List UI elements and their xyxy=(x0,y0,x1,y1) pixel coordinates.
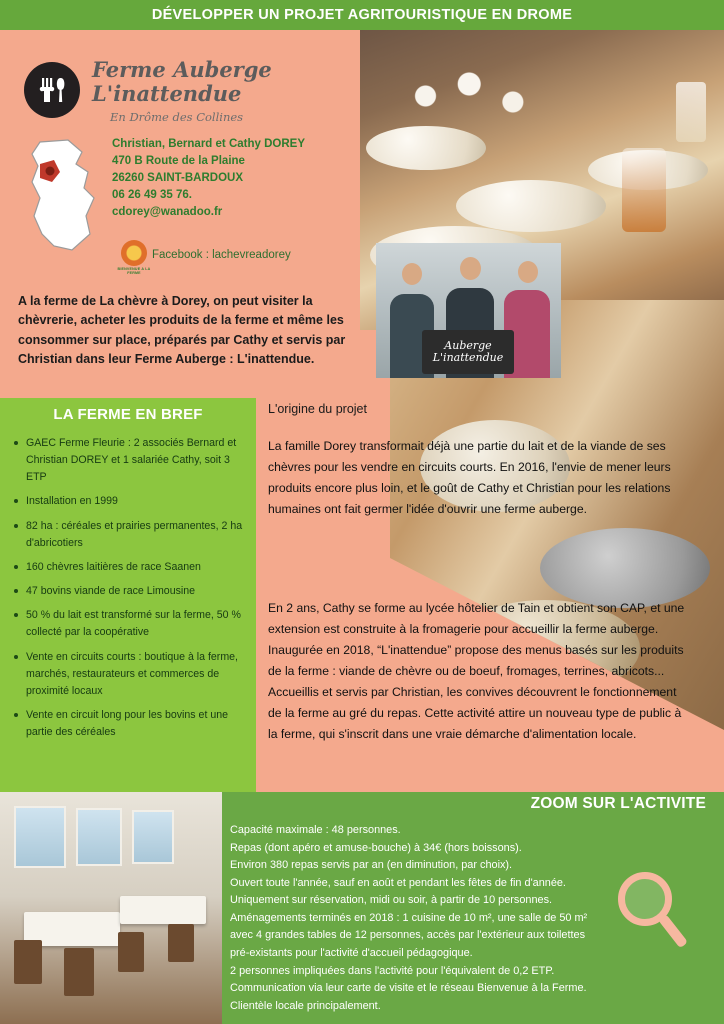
logo-line-1: Ferme Auberge xyxy=(92,57,272,82)
list-item: 160 chèvres laitières de race Saanen xyxy=(14,559,244,576)
drome-map-icon xyxy=(24,138,102,256)
brand-logo xyxy=(24,58,364,124)
farm-brief-panel xyxy=(0,398,256,792)
list-item: Installation en 1999 xyxy=(14,493,244,510)
zoom-line: Communication via leur carte de visite et le réseau Bienvenue à la Ferme. xyxy=(230,982,587,995)
list-item: Vente en circuits courts : boutique à la ferme, marchés, restaurateurs et commerces de proximité locaux xyxy=(14,649,244,700)
intro-paragraph: A la ferme de La chèvre à Dorey, on peut visiter la chèvrerie, acheter les produits de la ferme et même les consommer sur place, préparés par Cathy et servis par Christian dans leur Ferme Auberge : L'inattendue. xyxy=(18,294,346,367)
zoom-line: pré-existants pour l'activité d'accueil pédagogique. xyxy=(230,946,473,959)
list-item: 50 % du lait est transformé sur la ferme, 50 % collecté par la coopérative xyxy=(14,607,244,641)
fork-knife-icon xyxy=(24,62,80,118)
logo-subtitle: En Drôme des Collines xyxy=(110,110,244,125)
contact-block xyxy=(112,136,362,221)
origin-title: L'origine du projet xyxy=(268,402,367,416)
logo-line-2: L'inattendue xyxy=(92,81,242,107)
origin-paragraph-1: La famille Dorey transformait déjà une partie du lait et de la viande de ses chèvres pour les vendre en circuits courts. En 2016, l'envie de mener leurs produits encore plus loin, et le goût de Cathy et Christian pour les relations humaines ont fait germer l'idée d'ouvrir une ferme auberge. xyxy=(268,439,671,516)
badge-label: BIENVENUE A LA FERME xyxy=(117,267,151,275)
contact-phone: 06 26 49 35 76. xyxy=(112,189,192,202)
zoom-line: avec 4 grandes tables de 12 personnes, accès par l'extérieur aux toilettes xyxy=(230,929,586,942)
contact-email[interactable]: cdorey@wanadoo.fr xyxy=(112,206,223,219)
list-item: 82 ha : céréales et prairies permanentes, 2 ha d'abricotiers xyxy=(14,518,244,552)
zoom-line: Aménagements terminés en 2018 : 1 cuisine de 10 m², une salle de 50 m² xyxy=(230,911,588,924)
zoom-line: 2 personnes impliquées dans l'activité pour l'équivalent de 0,2 ETP. xyxy=(230,964,555,977)
contact-name: Christian, Bernard et Cathy DOREY xyxy=(112,138,305,150)
page-title: DÉVELOPPER UN PROJET AGRITOURISTIQUE EN DROME xyxy=(151,7,573,23)
zoom-line: Environ 380 repas servis par an (en diminution, par choix). xyxy=(230,859,513,872)
flower-icon xyxy=(121,240,147,266)
team-photo xyxy=(376,243,561,378)
list-item: GAEC Ferme Fleurie : 2 associés Bernard et Christian DOREY et 1 salariée Cathy, soit 3 ETP xyxy=(14,435,244,486)
contact-address-1: 470 B Route de la Plaine xyxy=(112,155,245,168)
list-item: Vente en circuit long pour les bovins et une partie des céréales xyxy=(14,707,244,741)
zoom-section-title: ZOOM SUR L'ACTIVITE xyxy=(530,795,706,812)
bienvenue-a-la-ferme-logo xyxy=(112,240,156,274)
zoom-line: Repas (dont apéro et amuse-bouche) à 34€ (hors boissons). xyxy=(230,841,522,854)
logo-text-block xyxy=(92,58,364,124)
facebook-link[interactable]: Facebook : lachevreadorey xyxy=(152,249,291,261)
zoom-details-list xyxy=(230,822,630,1015)
zoom-line: Clientèle locale principalement. xyxy=(230,999,381,1012)
origin-paragraph-2: En 2 ans, Cathy se forme au lycée hôtelier de Tain et obtient son CAP, et une extension est construite à la fromagerie pour accueillir la ferme auberge. Inaugurée en 2018, “L'inattendue” propose des menus basés sur les produits de la ferme : viande de chèvre ou de boeuf, fromages, terrines, abricots... Accueillis et servis par Christian, les convives découvrent le fonctionnement de la ferme au gré du repas. Cette activité attire un nouveau type de public à la ferme, qui s'inscrit dans une vraie démarche d'alimentation locale. xyxy=(268,601,685,741)
header-banner xyxy=(0,0,724,30)
farm-brief-list xyxy=(14,435,244,741)
farm-brief-title: LA FERME EN BREF xyxy=(53,406,203,423)
magnifier-icon xyxy=(618,872,696,958)
list-item: 47 bovins viande de race Limousine xyxy=(14,583,244,600)
zoom-line: Uniquement sur réservation, midi ou soir, à partir de 10 personnes. xyxy=(230,894,553,907)
zoom-line: Ouvert toute l'année, sauf en août et pendant les fêtes de fin d'année. xyxy=(230,876,566,889)
zoom-line: Capacité maximale : 48 personnes. xyxy=(230,824,401,836)
auberge-sign: Auberge L'inattendue xyxy=(422,330,514,374)
restaurant-photo xyxy=(0,792,222,1024)
contact-address-2: 26260 SAINT-BARDOUX xyxy=(112,172,244,185)
